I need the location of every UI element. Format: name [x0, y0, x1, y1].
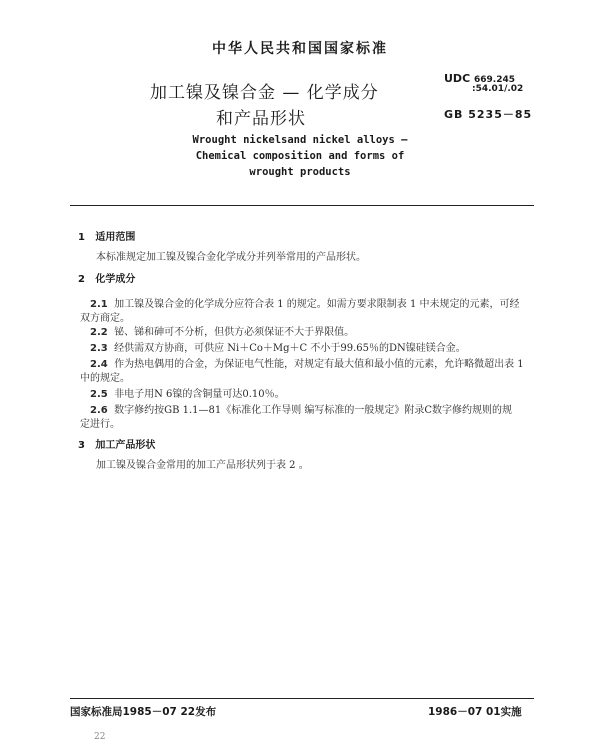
udc-label: UDC — [444, 72, 471, 85]
clause-2-3-number: 2.3 — [90, 343, 108, 354]
title-cn-line1: 加工镍及镍合金 — 化学成分 — [150, 83, 379, 103]
title-en-line2: Chemical composition and forms of — [195, 150, 405, 162]
section-1-title: 适用范围 — [95, 232, 136, 243]
section-1-text: 本标准规定加工镍及镍合金化学成分并列举常用的产品形状。 — [96, 252, 366, 263]
clause-2-2 — [90, 323, 354, 338]
clause-2-3 — [90, 339, 466, 354]
clause-2-2-number: 2.2 — [90, 327, 108, 338]
title-cn-line2: 和产品形状 — [216, 109, 306, 129]
section-2-title: 化学成分 — [95, 274, 136, 285]
clause-2-1-number: 2.1 — [90, 299, 108, 310]
clause-2-4-number: 2.4 — [90, 359, 108, 370]
clause-2-6 — [90, 401, 512, 416]
top-divider — [70, 205, 534, 206]
clause-2-1-line2: 双方商定。 — [80, 313, 130, 324]
clause-2-4-line1: 作为热电偶用的合金，为保证电气性能，对规定有最大值和最小值的元素，允许略微超出表 1 — [114, 359, 524, 370]
title-en-line1: Wrought nickelsand nickel alloys — — [192, 134, 408, 146]
bottom-divider — [70, 698, 534, 699]
clause-2-6-line2: 定进行。 — [80, 419, 120, 430]
udc-code-suffix: :54.01/.02 — [472, 84, 524, 94]
clause-2-2-text: 铋、锑和砷可不分析，但供方必须保证不大于界限值。 — [114, 327, 355, 338]
section-2-heading — [78, 270, 135, 285]
clause-2-4 — [90, 355, 524, 370]
clause-2-3-text: 经供需双方协商，可供应 Ni＋Co＋Mg＋C 不小于99.65％的DN镍硅镁合金。 — [114, 343, 466, 354]
effective-date: 1986－07 01实施 — [428, 706, 522, 718]
clause-2-5-text: 非电子用N 6镍的含铜量可达0.10％。 — [114, 389, 285, 400]
section-3-number: 3 — [78, 440, 85, 451]
clause-2-1 — [90, 295, 520, 310]
section-1-heading — [78, 228, 135, 243]
issue-date: 国家标准局1985－07 22发布 — [70, 706, 217, 718]
clause-2-4-line2: 中的规定。 — [80, 373, 130, 384]
standard-org-header: 中华人民共和国国家标准 — [212, 41, 388, 57]
clause-2-1-line1: 加工镍及镍合金的化学成分应符合表 1 的规定。如需方要求限制表 1 中未规定的元素，可经 — [114, 299, 520, 310]
section-3-text: 加工镍及镍合金常用的加工产品形状列于表 2 。 — [96, 460, 309, 471]
title-en-line3: wrought products — [249, 166, 351, 178]
section-1-number: 1 — [78, 232, 85, 243]
section-3-title: 加工产品形状 — [95, 440, 156, 451]
section-3-heading — [78, 436, 155, 451]
udc-number: 669.245 — [473, 75, 515, 85]
section-2-number: 2 — [78, 274, 85, 285]
page-number: 22 — [94, 732, 106, 742]
clause-2-6-line1: 数字修约按GB 1.1—81《标准化工作导则 编写标准的一般规定》附录C数字修约规则的规 — [114, 405, 513, 416]
gb-code: GB 5235－85 — [444, 108, 533, 121]
clause-2-5-number: 2.5 — [90, 389, 108, 400]
clause-2-6-number: 2.6 — [90, 405, 108, 416]
clause-2-5 — [90, 385, 285, 400]
